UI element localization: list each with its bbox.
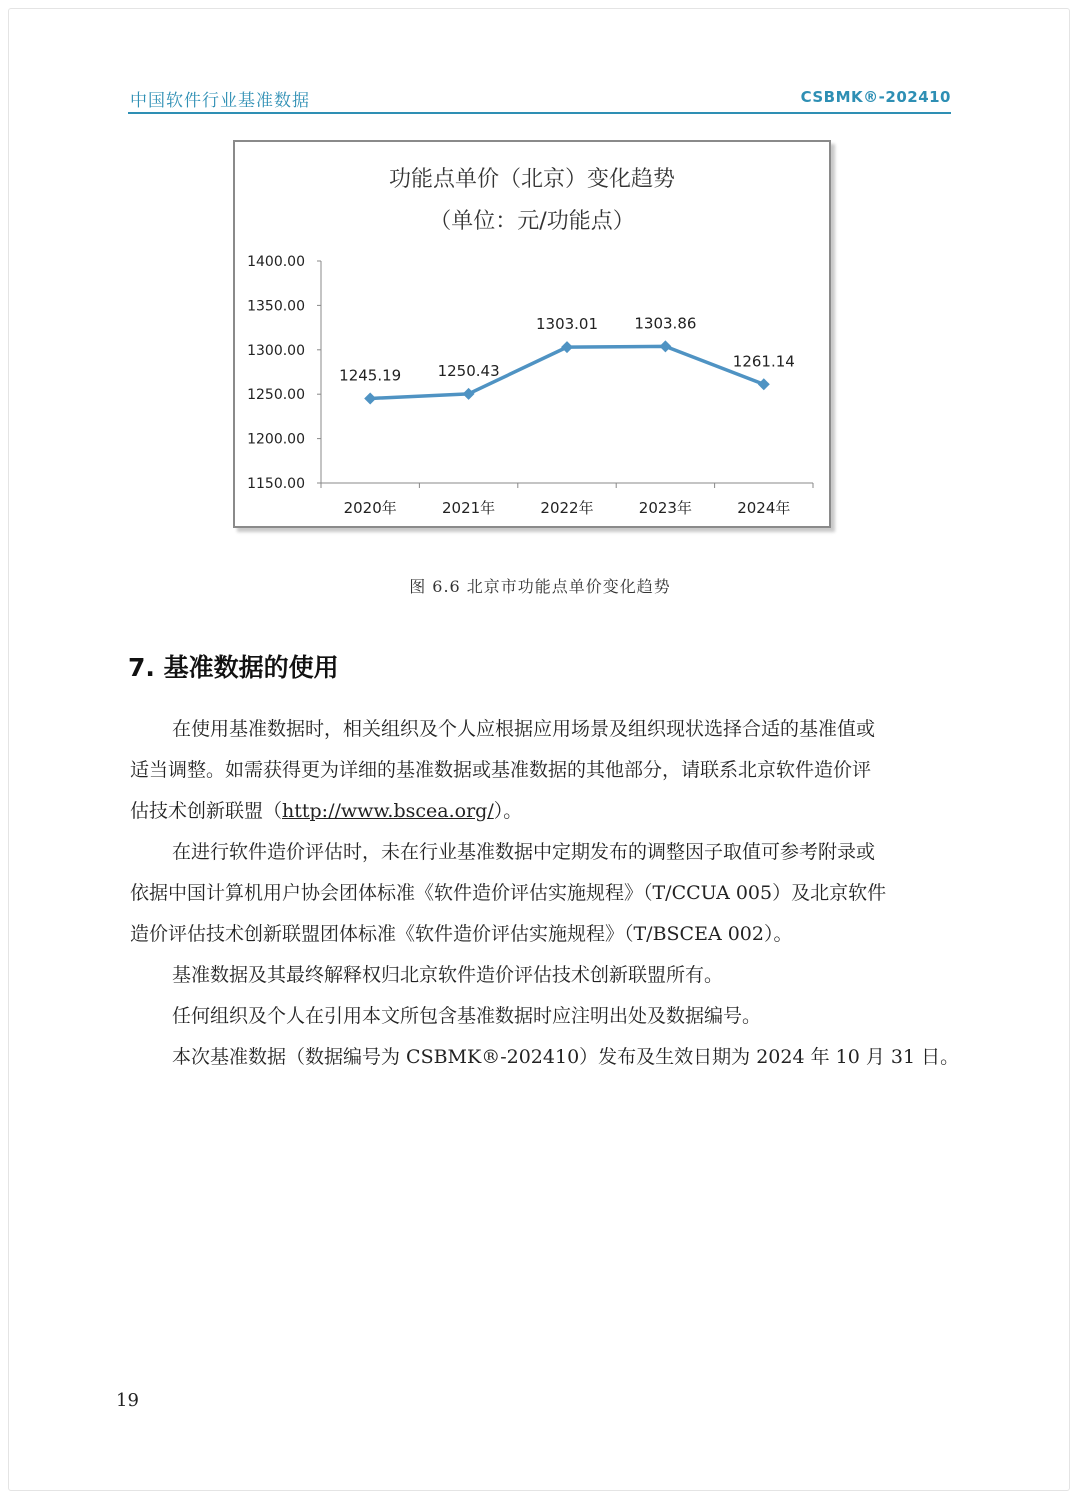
bscea-url-link[interactable]: http://www.bscea.org/ <box>282 800 494 822</box>
y-tick-label: 1150.00 <box>247 476 305 492</box>
data-point-marker <box>561 341 573 353</box>
data-label: 1245.19 <box>339 366 402 385</box>
y-tick-label: 1250.00 <box>247 387 305 404</box>
paragraph-line: 在进行软件造价评估时，未在行业基准数据中定期发布的调整因子取值可参考附录或 <box>172 841 876 863</box>
paragraph-text: ）。 <box>493 800 523 822</box>
data-label: 1261.14 <box>732 352 795 371</box>
paragraph-line: 本次基准数据（数据编号为 CSBMK®-202410）发布及生效日期为 2024 年 10 月 31 日。 <box>172 1046 960 1068</box>
figure-caption: 图 6.6 北京市功能点单价变化趋势 <box>409 577 671 596</box>
paragraph-line: 适当调整。如需获得更为详细的基准数据或基准数据的其他部分，请联系北京软件造价评 <box>130 759 872 781</box>
section-heading: 7. 基准数据的使用 <box>128 653 339 682</box>
data-point-marker <box>659 340 671 352</box>
data-label: 1303.01 <box>535 315 599 334</box>
line-chart <box>235 142 829 526</box>
page-number: 19 <box>116 1390 139 1411</box>
paragraph-text: 估技术创新联盟（ <box>130 800 283 822</box>
series-line <box>370 346 764 398</box>
x-tick-label: 2022年 <box>540 499 594 517</box>
chart-container <box>233 140 831 528</box>
header-title: 中国软件行业基准数据 <box>130 91 310 111</box>
data-point-marker <box>463 388 475 400</box>
paragraph-5 <box>130 1037 960 1078</box>
chart-title: 功能点单价（北京）变化趋势 <box>388 167 675 192</box>
paragraph-line: 依据中国计算机用户协会团体标准《软件造价评估实施规程》（T/CCUA 005）及北京软件 <box>130 882 887 904</box>
chart-subtitle: （单位：元/功能点） <box>429 209 635 234</box>
y-tick-label: 1400.00 <box>247 254 305 270</box>
paragraph-line: 任何组织及个人在引用本文所包含基准数据时应注明出处及数据编号。 <box>172 1005 762 1027</box>
paragraph-3 <box>130 955 952 996</box>
page-header <box>128 84 951 114</box>
paragraph-line <box>130 791 952 832</box>
x-tick-label: 2023年 <box>638 499 692 517</box>
paragraph-line: 造价评估技术创新联盟团体标准《软件造价评估实施规程》（T/BSCEA 002）。 <box>130 923 793 945</box>
paragraph-line: 在使用基准数据时，相关组织及个人应根据应用场景及组织现状选择合适的基准值或 <box>172 718 876 740</box>
data-point-marker <box>364 392 376 404</box>
y-tick-label: 1300.00 <box>247 342 305 359</box>
y-tick-label: 1200.00 <box>247 431 305 448</box>
x-tick-label: 2024年 <box>737 499 791 517</box>
paragraph-4 <box>130 996 952 1037</box>
x-tick-label: 2021年 <box>442 499 496 517</box>
header-code: CSBMK®-202410 <box>800 88 951 106</box>
data-label: 1250.43 <box>437 361 500 380</box>
y-tick-label: 1350.00 <box>247 298 305 315</box>
data-label: 1303.86 <box>634 314 697 333</box>
paragraph-line: 基准数据及其最终解释权归北京软件造价评估技术创新联盟所有。 <box>172 964 724 986</box>
paragraph-2 <box>130 832 952 955</box>
paragraph-1 <box>130 709 952 832</box>
x-tick-label: 2020年 <box>343 499 397 517</box>
data-point-marker <box>758 378 770 390</box>
